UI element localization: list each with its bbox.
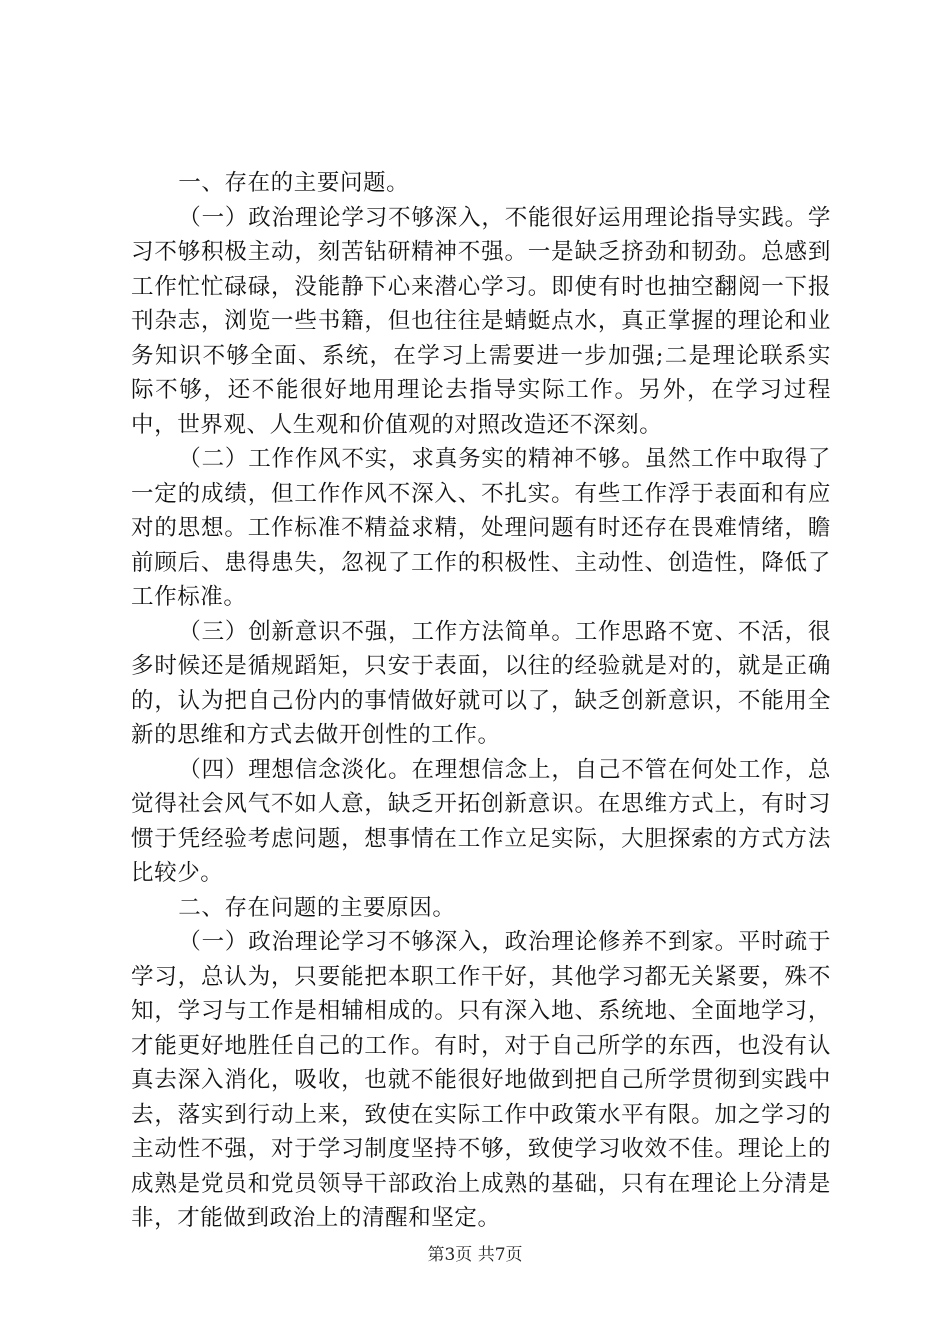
paragraph-problem-4: （四）理想信念淡化。在理想信念上，自己不管在何处工作，总觉得社会风气不如人意，缺乏开拓创新意识。在思维方式上，有时习惯于凭经验考虑问题，想事情在工作立足实际，大胆探索的方式方法比较少。 bbox=[131, 756, 831, 886]
paragraph-cause-1: （一）政治理论学习不够深入，政治理论修养不到家。平时疏于学习，总认为，只要能把本职工作干好，其他学习都无关紧要，殊不知，学习与工作是相辅相成的。只有深入地、系统地、全面地学习，才能更好地胜任自己的工作。有时，对于自己所学的东西，也没有认真去深入消化，吸收，也就不能很好地做到把自己所学贯彻到实践中去，落实到行动上来，致使在实际工作中政策水平有限。加之学习的主动性不强，对于学习制度坚持不够，致使学习收效不佳。理论上的成熟是党员和党员领导干部政治上成熟的基础，只有在理论上分清是非，才能做到政治上的清醒和坚定。 bbox=[131, 929, 831, 1231]
paragraph-problem-3: （三）创新意识不强，工作方法简单。工作思路不宽、不活，很多时候还是循规蹈矩，只安于表面，以往的经验就是对的，就是正确的，认为把自己份内的事情做好就可以了，缺乏创新意识，不能用全新的思维和方式去做开创性的工作。 bbox=[131, 618, 831, 748]
page-footer: 第3页 共7页 bbox=[427, 1245, 523, 1265]
paragraph-problem-1: （一）政治理论学习不够深入，不能很好运用理论指导实践。学习不够积极主动，刻苦钻研精神不强。一是缺乏挤劲和韧劲。总感到工作忙忙碌碌，没能静下心来潜心学习。即使有时也抽空翻阅一下报刊杂志，浏览一些书籍，但也往往是蜻蜓点水，真正掌握的理论和业务知识不够全面、系统，在学习上需要进一步加强;二是理论联系实际不够，还不能很好地用理论去指导实际工作。另外，在学习过程中，世界观、人生观和价值观的对照改造还不深刻。 bbox=[131, 204, 831, 438]
paragraph-problem-2: （二）工作作风不实，求真务实的精神不够。虽然工作中取得了一定的成绩，但工作作风不深入、不扎实。有些工作浮于表面和有应对的思想。工作标准不精益求精，处理问题有时还存在畏难情绪，瞻前顾后、患得患失，忽视了工作的积极性、主动性、创造性，降低了工作标准。 bbox=[131, 446, 831, 610]
document-body bbox=[131, 166, 831, 1236]
heading-main-problems: 一、存在的主要问题。 bbox=[178, 170, 410, 196]
heading-main-causes: 二、存在问题的主要原因。 bbox=[178, 894, 456, 921]
